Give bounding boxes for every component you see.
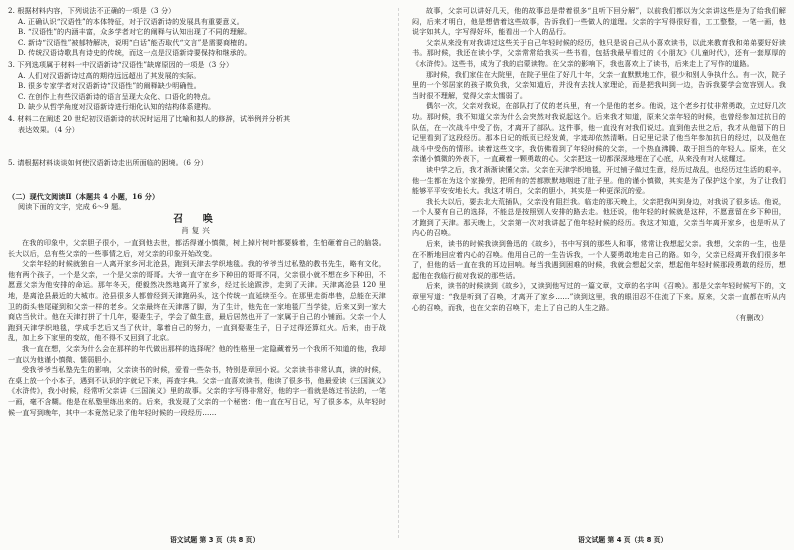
article-paragraph: 在我的印象中，父亲胆子很小，一直到他去世，都活得谨小慎微，树上掉片树叶都要躲着，生怕砸着自己的脑袋。长大以后，总有些父亲的一些事情之后，对父亲的印象开始改变。 xyxy=(8,238,386,258)
article-paragraph: 后来，读书的时候我读到鲁迅的《故乡》，书中写到的那些人和事，常常让我想起父亲。我想，父亲的一生，也是在不断地回应着内心的召唤。他用自己的一生告诉我，一个人要勇敢地走自己的路。如今，父亲已经离开我们很多年了，但他的话一直在我的耳边回响。每当我遇到困难的时候，我就会想起父亲，想起他年轻时候那段勇敢的经历，想起他在我临行前对我说的那些话。 xyxy=(412,239,786,280)
question-4-line-1: 4. 材料二在阐述 20 世纪初汉语新诗的状况时运用了比喻和拟人的修辞，试举例并分析其 xyxy=(8,113,291,123)
article-paragraph: 我长大以后，要去北大荒插队，父亲没有阻拦我。临走的那天晚上，父亲把我叫到身边，对我说了很多话。他说，一个人要有自己的选择，不能总是按照别人安排的路去走。他还说，他年轻的时候就是这样，不愿意留在乡下种田，才跑到了天津。那天晚上，父亲第一次对我讲起了他年轻时候的经历。我这才知道，父亲当年离开家乡，也是听从了内心的召唤。 xyxy=(412,196,786,238)
article-author: 肖复兴 xyxy=(181,225,213,235)
article-paragraph: 那时候，我们家住在大院里，在院子里住了好几十年，父亲一直默默地工作，很少和别人争执什么。有一次，院子里的一个邻居家的孩子欺负我，父亲知道后，并没有去找人家理论，而是把我叫到一边，告诉我要学会宽容别人。我当时很不理解，觉得父亲太懦弱了。 xyxy=(412,69,786,100)
page-footer-right: 语文试题 第 4 页（共 8 页） xyxy=(578,536,668,544)
article-paragraph: 我一直在想，父亲为什么会在那样的年代做出那样的选择呢？他的性格里一定隐藏着另一个我所不知道的他，我却一直以为他谨小慎微、懦弱胆小。 xyxy=(8,344,386,364)
question-3 xyxy=(8,60,386,113)
article-title: 召 唤 xyxy=(173,213,221,225)
article-paragraph: 父亲年轻的时候就独自一人离开家乡河北沧县，跑到天津去学织地毯。我的爷爷当过私塾的教书先生，略有文化，他有两个孩子，一个是父亲，一个是父亲的哥哥。大爷一直守在乡下种田的哥哥不同，父亲很小就不想在乡下种田，不愿意父亲为他安排的命运。那年冬天，便毅然决然地离开了家乡，经过长途跋涉，走到了天津。天津离沧县 120 里地，是离沧县最近的大城市。沧县很多人都曾经到天津跑码头，这个传统一直延续至今。在那里走街串巷，总能在天津卫的街头巷尾碰到和父亲一样的老乡。父亲最终在天津落了脚，为了生计，他先在一家地毯厂当学徒，后来又到一家大商店当伙计。他在天津打拼了十几年，娶妻生子，学会了做生意，最后居然也开了一家属于自己的小铺面。父亲一个人跑到天津学织地毯，学成手艺后又当了伙计，靠着自己的努力，一直到娶妻生子，日子过得还算红火。后来，由于战乱，加上乡下家里的变故，他不得不又回到了北京。 xyxy=(8,259,386,343)
article-paragraph: 父亲从来没有对我讲过这些关于自己年轻时候的经历，他只是说自己从小喜欢读书，以此来教育我和弟弟要好好读书。那时候，我还在读小学，父亲常常给我买一些书看，包括我最早看过的《小朋友》《儿童时代》，还有一套厚厚的《水浒传》。这些书，成为了我的启蒙读物。在父亲的影响下，我也喜欢上了读书，后来走上了写作的道路。 xyxy=(412,37,786,68)
article-paragraph: 后来，读书的时候读到《故乡》，又读到他写过的一篇文章，文章的名字叫《召唤》。那是父亲年轻时候写下的，文章里写道：“我是听到了召唤，才离开了家乡……”读到这里，我的眼泪忍不住流了下来。原来，父亲一直都在听从内心的召唤，而我，也在父亲的召唤下，走上了自己的人生之路。 xyxy=(412,281,786,312)
question-5: 5. 请根据材料谈谈如何使汉语新诗走出所面临的困境。（6 分） xyxy=(8,158,208,168)
question-3-option-d: D. 缺少从哲学角度对汉语新诗进行细化认知的结构体系建构。 xyxy=(18,102,216,112)
question-2 xyxy=(8,6,386,59)
page-divider xyxy=(398,8,399,538)
question-3-option-a: A. 人们对汉语新诗过高的期待远远超出了其发展的实际。 xyxy=(18,70,201,80)
article-paragraph: 受我爷爷当私塾先生的影响，父亲读书的时候，爱看一些杂书，特别是章回小说。父亲读书非常认真，读的时候，在桌上放一个小本子，遇到不认识的字就记下来，再查字典。父亲一直喜欢读书，他读了很多书，他最爱读《三国演义》《水浒传》，我小时候，经常听父亲讲《三国演义》里的故事。父亲的字写得非常好，他的字一看就是练过书法的，一笔一画，毫不含糊。他是在私塾里练出来的。后来，我发现了父亲的一个秘密：他一直在写日记，写了很多本，从年轻时候一直写到晚年，其中一本竟然记录了他年轻时候的一段经历…… xyxy=(8,365,386,417)
edit-note: （有删改） xyxy=(732,313,768,323)
question-3-option-c: C. 在创作上有些汉语新诗的语言呈现大众化、口语化的特点。 xyxy=(18,91,216,101)
question-4 xyxy=(8,114,386,135)
left-page xyxy=(8,6,386,538)
question-4-line-2: 表达效果。（4 分） xyxy=(18,124,79,134)
question-2-option-c: C. 新诗“汉语性”被郁特解决，说明“白话”能否取代“文言”是需要商榷的。 xyxy=(18,37,252,47)
section-instruction: 阅读下面的文字，完成 6～9 题。 xyxy=(18,202,126,212)
article-paragraph: 偶尔一次，父亲对我说，在部队打了仗的老兵里，有一个是他的老乡。他说，这个老乡打仗非常勇敢，立过好几次功。那时候，我不知道父亲为什么会突然对我说起这个。后来我才知道，原来父亲年轻的时候，也曾经参加过抗日的队伍，在一次战斗中受了伤，才离开了部队。这件事，他一直没有对我们说过。直到他去世之后，我才从他留下的日记里看到了这段经历。那本日记的纸页已经发黄，字迹却依然清晰。日记里记录了他当年参加抗日的经过，以及他在战斗中受伤的情形。读着这些文字，我仿佛看到了年轻时候的父亲，一个热血沸腾、敢于担当的年轻人。原来，在父亲谨小慎微的外表下，一直藏着一颗勇敢的心。父亲把这一切都深深地埋在了心底，从来没有对人炫耀过。 xyxy=(412,101,786,164)
question-2-stem: 2. 根据材料内容，下列说法不正确的一项是（3 分） xyxy=(8,6,176,15)
section-heading: （二）现代文阅读Ⅱ（本题共 4 小题，16 分） xyxy=(8,191,160,201)
question-2-option-a: A. 正确认识“汉语性”的本体特征，对于汉语新诗的发展具有重要意义。 xyxy=(18,16,245,26)
right-page xyxy=(412,6,786,538)
article-paragraph: 读中学之后，我才渐渐读懂父亲。父亲在天津学织地毯，开过铺子做过生意，经历过战乱，也经历过生活的艰辛。他一生都在为这个家操劳，把所有的苦都默默地咽进了肚子里。他的谨小慎微，其实是为了保护这个家，为了让我们能够平平安安地长大。我这才明白，父亲的胆小，其实是一种更深沉的爱。 xyxy=(412,164,786,196)
question-3-option-b: B. 很多专家学者对汉语新诗“汉语性”的阐释缺少明确性。 xyxy=(18,81,201,91)
page-footer-left: 语文试题 第 3 页（共 8 页） xyxy=(170,536,260,544)
article-paragraph: 故事，父亲可以讲好几天，他的故事总是带着很多“且听下回分解”，以前我们都以为父亲讲这些是为了给我们解闷，后来才明白，他是想借着这些故事，告诉我们一些做人的道理。父亲的字写得很好看，工工整整，一笔一画，他说字如其人，字写得好坏，能看出一个人的品行。 xyxy=(412,6,786,37)
question-2-option-b: B. “汉语性”的内涵丰富，众多学者对它的阐释与认知出现了不同的理解。 xyxy=(18,27,252,37)
question-3-stem: 3. 下列选项属于材料一中汉语新诗“汉语性”缺席原因的一项是（3 分） xyxy=(8,59,234,69)
question-2-option-d: D. 传统汉语诗歌具有诗史的传统，而这一点是汉语新诗要保持和继承的。 xyxy=(18,48,252,58)
